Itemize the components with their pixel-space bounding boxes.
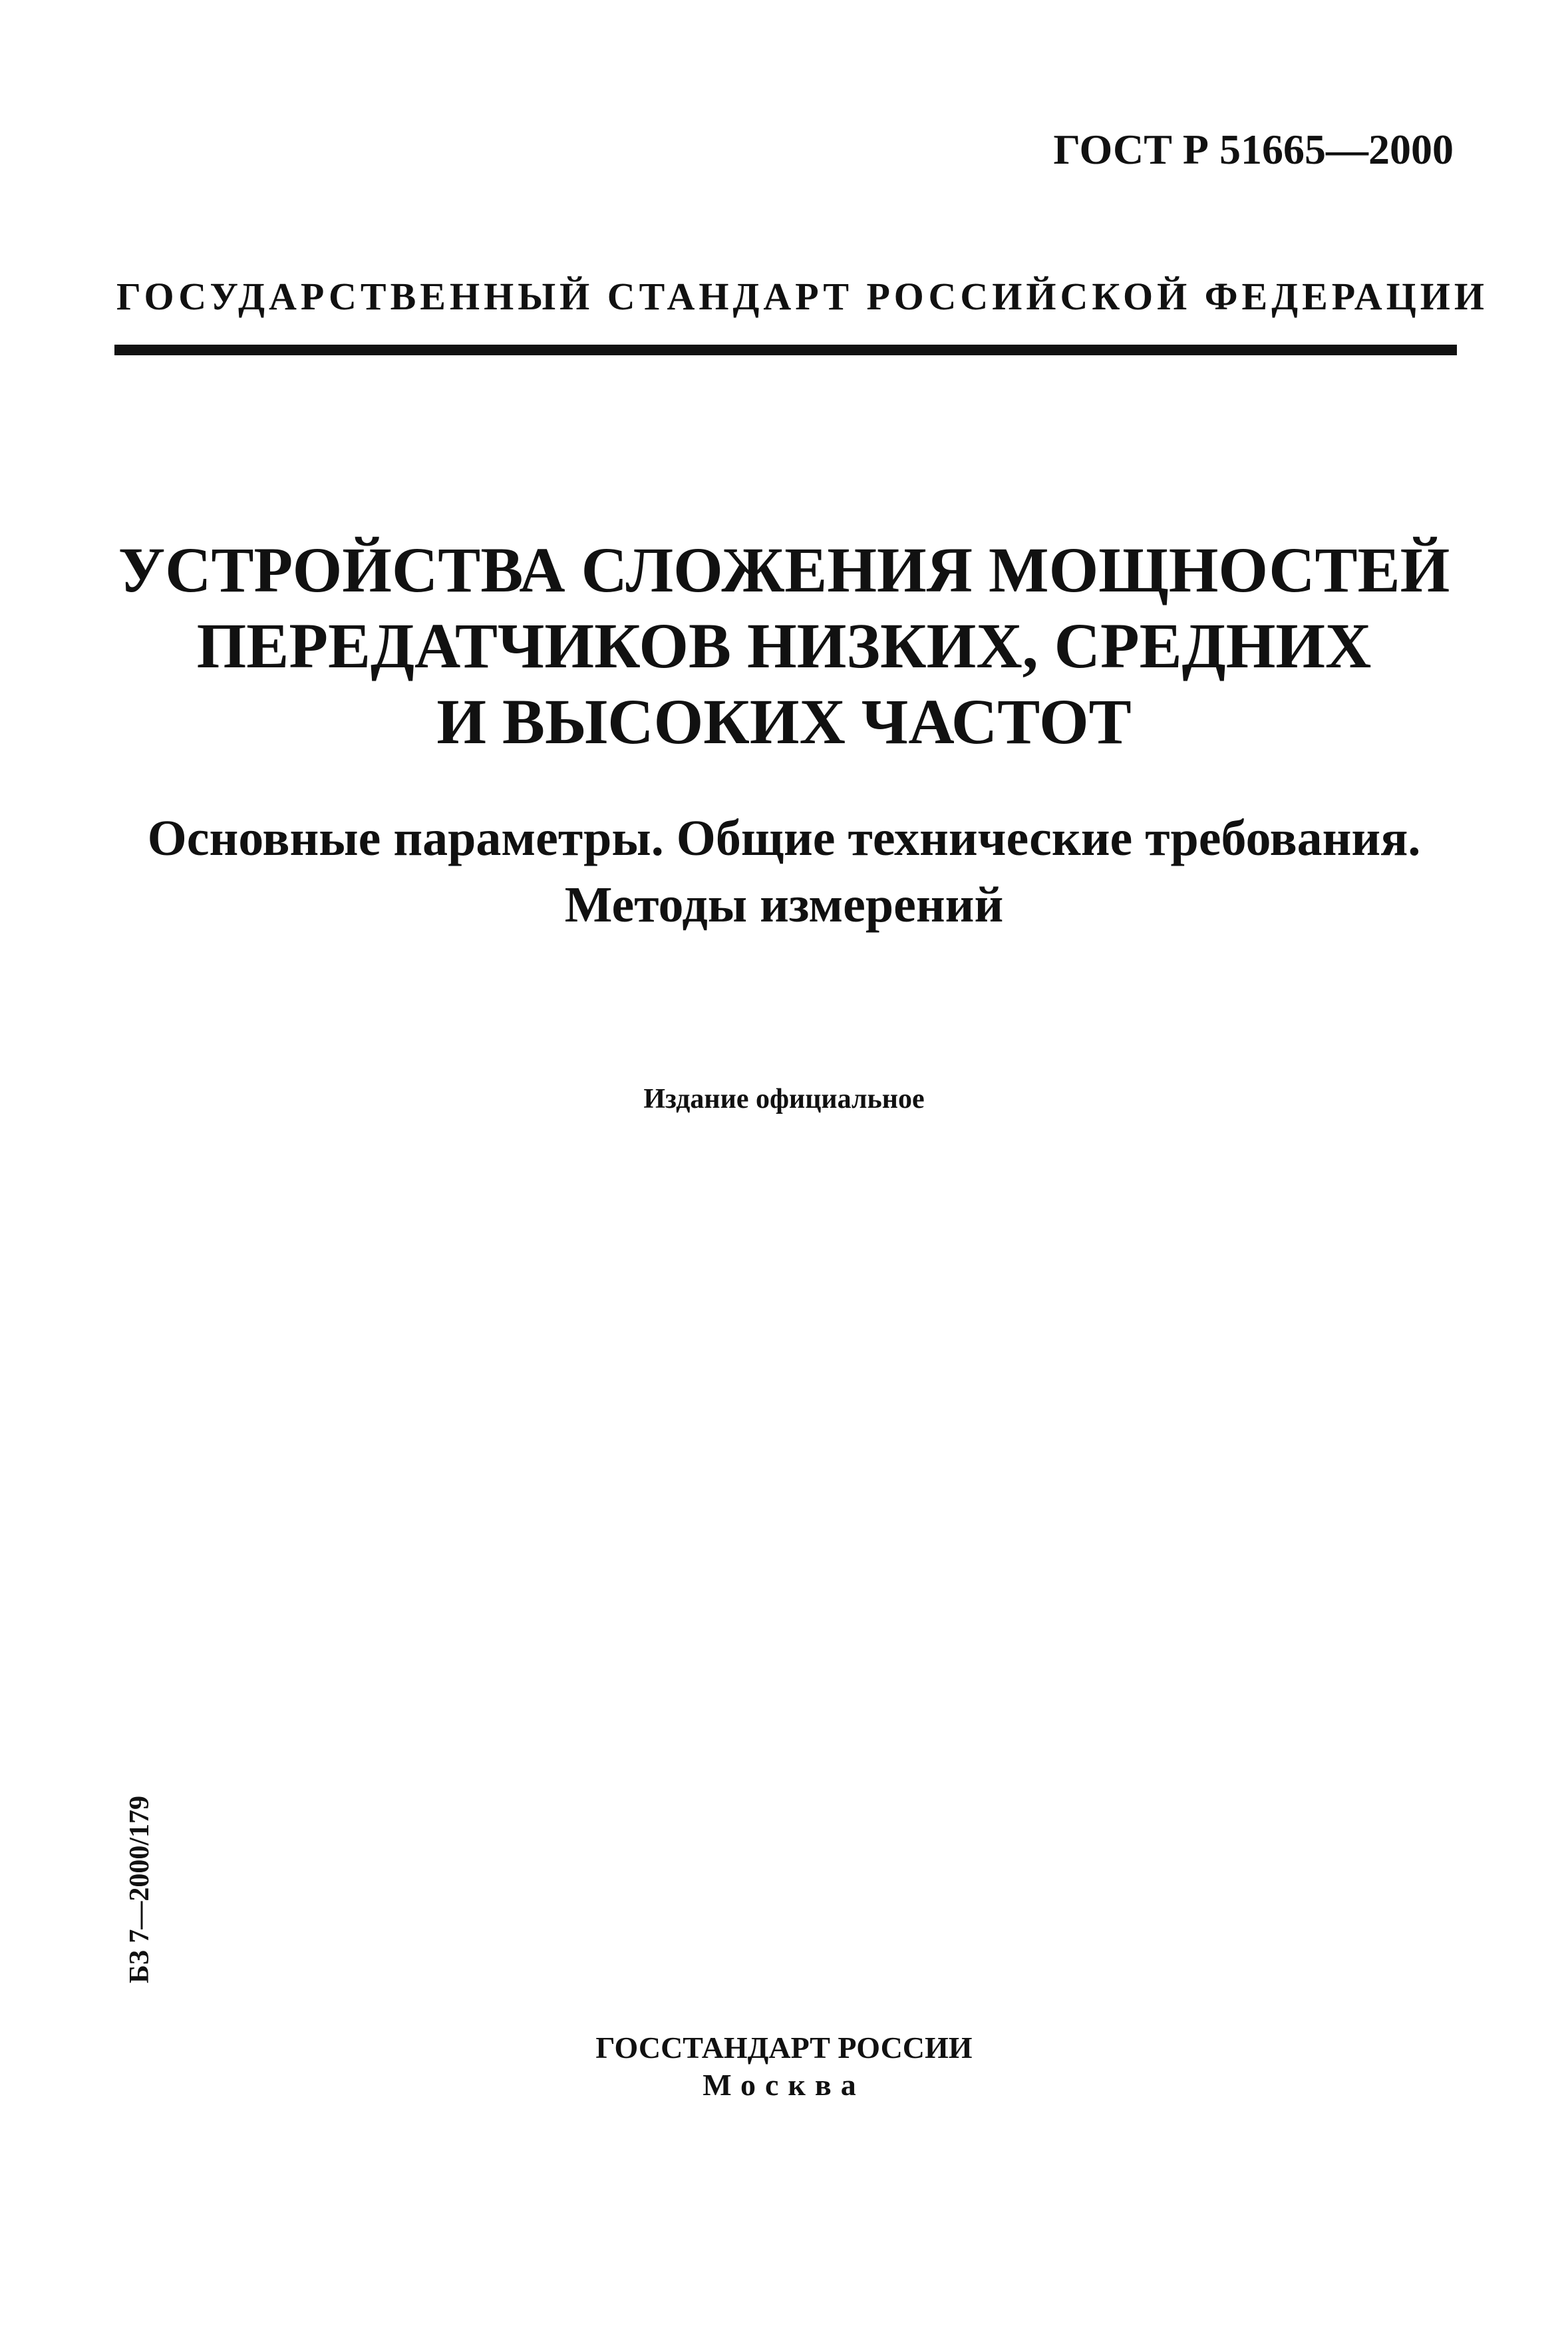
title-line: И ВЫСОКИХ ЧАСТОТ (436, 686, 1132, 757)
standard-designation: ГОСТ Р 51665—2000 (1053, 126, 1454, 173)
publisher-city: Москва (703, 2068, 865, 2102)
subtitle-line: Методы измерений (564, 877, 1004, 933)
subtitle-line: Основные параметры. Общие технические требования. (147, 810, 1421, 866)
side-code: БЗ 7—2000/179 (124, 1795, 155, 1984)
standard-type-heading: ГОСУДАРСТВЕННЫЙ СТАНДАРТ РОССИЙСКОЙ ФЕДЕРАЦИИ (116, 275, 1489, 318)
document-subtitle (0, 805, 1568, 938)
title-line: УСТРОЙСТВА СЛОЖЕНИЯ МОЩНОСТЕЙ (118, 534, 1450, 605)
publisher-block (0, 2029, 1568, 2104)
heading-rule (114, 345, 1457, 355)
document-title (0, 532, 1568, 760)
edition-note: Издание официальное (643, 1084, 925, 1114)
title-line: ПЕРЕДАТЧИКОВ НИЗКИХ, СРЕДНИХ (196, 610, 1372, 681)
publisher-name: ГОССТАНДАРТ РОССИИ (595, 2031, 973, 2065)
